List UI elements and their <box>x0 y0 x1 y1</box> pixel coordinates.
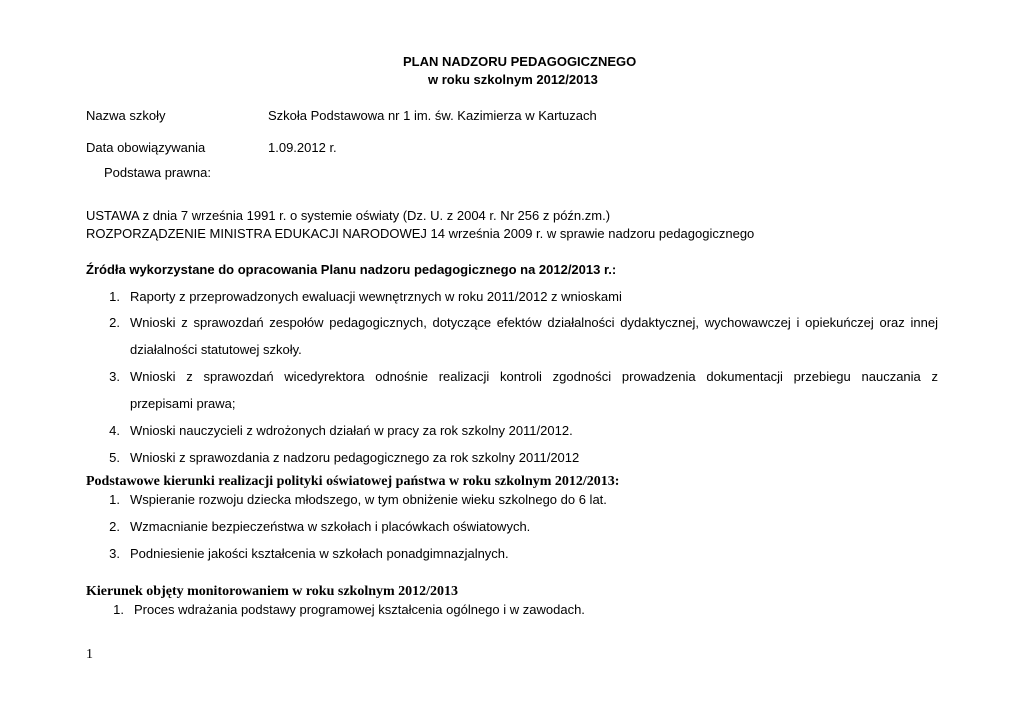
school-name-value: Szkoła Podstawowa nr 1 im. św. Kazimierza w Kartuzach <box>268 108 597 123</box>
legal-act-2: ROZPORZĄDZENIE MINISTRA EDUKACJI NARODOWEJ 14 września 2009 r. w sprawie nadzoru pedagogicznego <box>86 226 755 241</box>
list-item-text: Wnioski z sprawozdań zespołów pedagogicznych, dotyczące efektów działalności dydaktycznej, wychowawczej i opiekuńczej oraz innej <box>130 315 938 330</box>
legal-act-1: USTAWA z dnia 7 września 1991 r. o systemie oświaty (Dz. U. z 2004 r. Nr 256 z późn.zm.) <box>86 208 611 223</box>
list-item-number: 1. <box>113 602 124 617</box>
list-item-number: 2. <box>109 519 120 534</box>
list-item-text-continued: działalności statutowej szkoły. <box>130 342 302 357</box>
list-item-number: 1. <box>109 492 120 507</box>
list-item-text: Podniesienie jakości kształcenia w szkołach ponadgimnazjalnych. <box>130 546 509 561</box>
policy-heading: Podstawowe kierunki realizacji polityki oświatowej państwa w roku szkolnym 2012/2013: <box>86 474 620 489</box>
legal-basis-label: Podstawa prawna: <box>104 165 211 180</box>
list-item-text: Wspieranie rozwoju dziecka młodszego, w tym obniżenie wieku szkolnego do 6 lat. <box>130 492 607 507</box>
list-item-number: 1. <box>109 289 120 304</box>
list-item-number: 3. <box>109 546 120 561</box>
list-item-text: Wnioski z sprawozdań wicedyrektora odnośnie realizacji kontroli zgodności prowadzenia dokumentacji przebiegu nauczania z <box>130 369 938 384</box>
page-title: PLAN NADZORU PEDAGOGICZNEGO <box>403 54 637 69</box>
school-name-label: Nazwa szkoły <box>86 108 166 123</box>
monitoring-heading: Kierunek objęty monitorowaniem w roku szkolnym 2012/2013 <box>86 584 459 599</box>
page-number: 1 <box>86 647 93 662</box>
sources-heading: Źródła wykorzystane do opracowania Planu nadzoru pedagogicznego na 2012/2013 r.: <box>86 262 617 277</box>
validity-date-value: 1.09.2012 r. <box>268 140 337 155</box>
list-item-number: 2. <box>109 315 120 330</box>
list-item-text: Wnioski nauczycieli z wdrożonych działań w pracy za rok szkolny 2011/2012. <box>130 423 573 438</box>
list-item-text: Proces wdrażania podstawy programowej kształcenia ogólnego i w zawodach. <box>134 602 585 617</box>
list-item-text-continued: przepisami prawa; <box>130 396 236 411</box>
page-subtitle: w roku szkolnym 2012/2013 <box>428 72 598 87</box>
list-item-number: 5. <box>109 450 120 465</box>
list-item-text: Wnioski z sprawozdania z nadzoru pedagogicznego za rok szkolny 2011/2012 <box>130 450 580 465</box>
list-item-text: Wzmacnianie bezpieczeństwa w szkołach i placówkach oświatowych. <box>130 519 531 534</box>
validity-date-label: Data obowiązywania <box>86 140 206 155</box>
list-item-number: 3. <box>109 369 120 384</box>
list-item-text: Raporty z przeprowadzonych ewaluacji wewnętrznych w roku 2011/2012 z wnioskami <box>130 289 622 304</box>
list-item-number: 4. <box>109 423 120 438</box>
